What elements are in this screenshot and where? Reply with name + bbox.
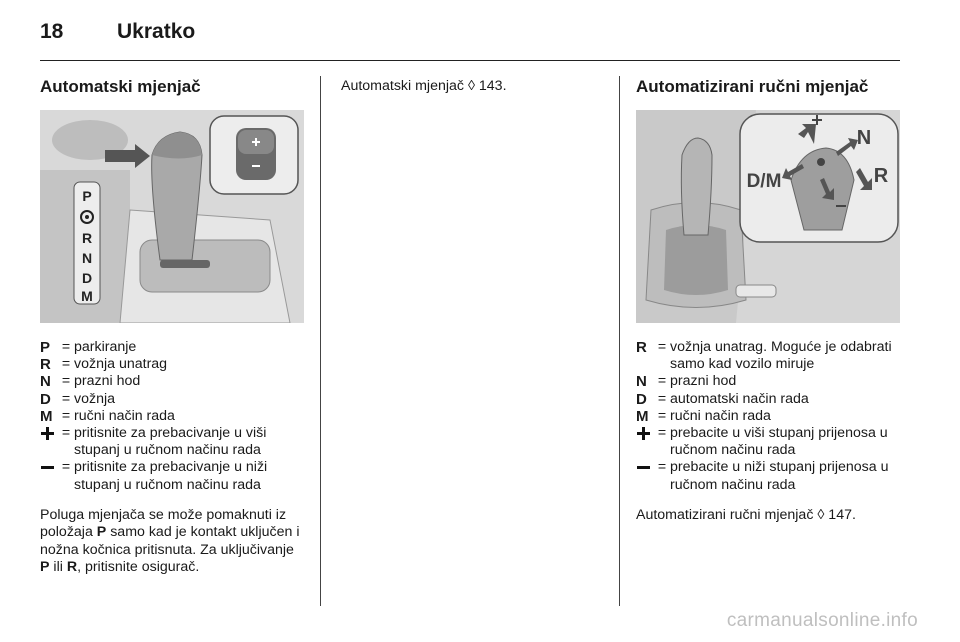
legend-key: M xyxy=(636,407,649,425)
legend-item: M = ručni način rada xyxy=(636,408,904,425)
body-paragraph xyxy=(40,507,305,577)
para-bold: P xyxy=(40,559,50,576)
legend-key: P xyxy=(40,339,51,356)
column-divider-2 xyxy=(619,76,620,606)
page-reference: Automatizirani ručni mjenjač ◊ 147. xyxy=(636,506,856,523)
legend-list xyxy=(40,339,305,494)
legend-text: ručni način rada xyxy=(74,407,175,424)
legend-text: prebacite u niži stupanj prijenosa u ručnom načinu rada xyxy=(670,459,889,493)
page-header-title: Ukratko xyxy=(117,20,196,43)
gear-label-m: M xyxy=(81,288,93,304)
minus-icon xyxy=(40,459,54,476)
minus-icon xyxy=(636,459,650,476)
legend-item: = prebacite u niži stupanj prijenosa u ručnom načinu rada xyxy=(636,459,904,493)
legend-text: prazni hod xyxy=(74,373,141,390)
automated-manual-lever-illustration xyxy=(636,110,900,323)
legend-item: M = ručni način rada xyxy=(40,408,305,425)
gear-label-n: N xyxy=(81,250,93,266)
section-title: Automatski mjenjač xyxy=(40,77,201,96)
legend-list xyxy=(636,339,904,494)
legend-text: prazni hod xyxy=(670,373,737,390)
mode-label-r: R xyxy=(873,165,889,187)
legend-key: N xyxy=(636,373,647,391)
legend-item: N = prazni hod xyxy=(40,373,305,390)
middle-column xyxy=(341,76,601,96)
section-automatic-transmission xyxy=(40,76,305,577)
column-divider-1 xyxy=(320,76,321,606)
legend-item: D = vožnja xyxy=(40,391,305,408)
para-bold: R xyxy=(66,559,78,576)
legend-key: N xyxy=(40,373,51,391)
section-automated-manual-transmission xyxy=(636,76,904,524)
para-text: samo kad je kontakt uključen i nožna kočnica pritisnuta. Za uključivanje xyxy=(40,524,300,558)
para-text: , pritisnite osigurač. xyxy=(77,559,200,576)
legend-key: D xyxy=(636,390,647,408)
page-number: 18 xyxy=(40,20,64,43)
legend-text: pritisnite za prebacivanje u viši stupanj u ručnom načinu rada xyxy=(74,425,267,459)
plus-icon xyxy=(40,425,54,442)
plus-icon xyxy=(636,425,650,442)
legend-key: M xyxy=(40,407,53,425)
legend-text: prebacite u viši stupanj prijenosa u ručnom načinu rada xyxy=(670,425,888,459)
para-text: ili xyxy=(49,559,67,576)
legend-item: = pritisnite za prebacivanje u niži stupanj u ručnom načinu rada xyxy=(40,459,305,493)
legend-text: parkiranje xyxy=(74,339,137,355)
legend-item: D = automatski način rada xyxy=(636,391,904,408)
legend-item: P = parkiranje xyxy=(40,339,305,356)
legend-text: vožnja unatrag. Moguće je odabrati samo kad vozilo miruje xyxy=(670,339,892,373)
legend-item: R = vožnja unatrag. Moguće je odabrati samo kad vozilo miruje xyxy=(636,339,904,373)
legend-key: D xyxy=(40,390,51,408)
legend-text: vožnja xyxy=(74,390,116,407)
mode-label-n: N xyxy=(856,127,872,149)
legend-text: ručni način rada xyxy=(670,407,771,424)
legend-key: R xyxy=(636,339,647,356)
legend-text: automatski način rada xyxy=(670,390,809,407)
legend-text: pritisnite za prebacivanje u niži stupanj u ručnom načinu rada xyxy=(74,459,268,493)
header-divider xyxy=(40,60,900,61)
gear-label-p: P xyxy=(82,188,92,204)
para-text: Poluga mjenjača se može pomaknuti iz položaja xyxy=(40,506,287,541)
legend-item: N = prazni hod xyxy=(636,373,904,390)
legend-item: R = vožnja unatrag xyxy=(40,356,305,373)
gear-label-r: R xyxy=(81,230,93,246)
para-bold: P xyxy=(96,524,107,541)
section-title: Automatizirani ručni mjenjač xyxy=(636,77,869,96)
automatic-gear-lever-illustration xyxy=(40,110,304,323)
watermark: carmanualsonline.info xyxy=(726,610,918,631)
legend-item: = pritisnite za prebacivanje u viši stupanj u ručnom načinu rada xyxy=(40,425,305,459)
legend-item: = prebacite u viši stupanj prijenosa u ručnom načinu rada xyxy=(636,425,904,459)
legend-text: vožnja unatrag xyxy=(74,356,168,373)
mode-label-dm: D/M xyxy=(746,171,782,192)
legend-key: R xyxy=(40,356,51,374)
gear-label-d: D xyxy=(81,270,93,286)
page-reference: Automatski mjenjač ◊ 143. xyxy=(341,78,507,94)
